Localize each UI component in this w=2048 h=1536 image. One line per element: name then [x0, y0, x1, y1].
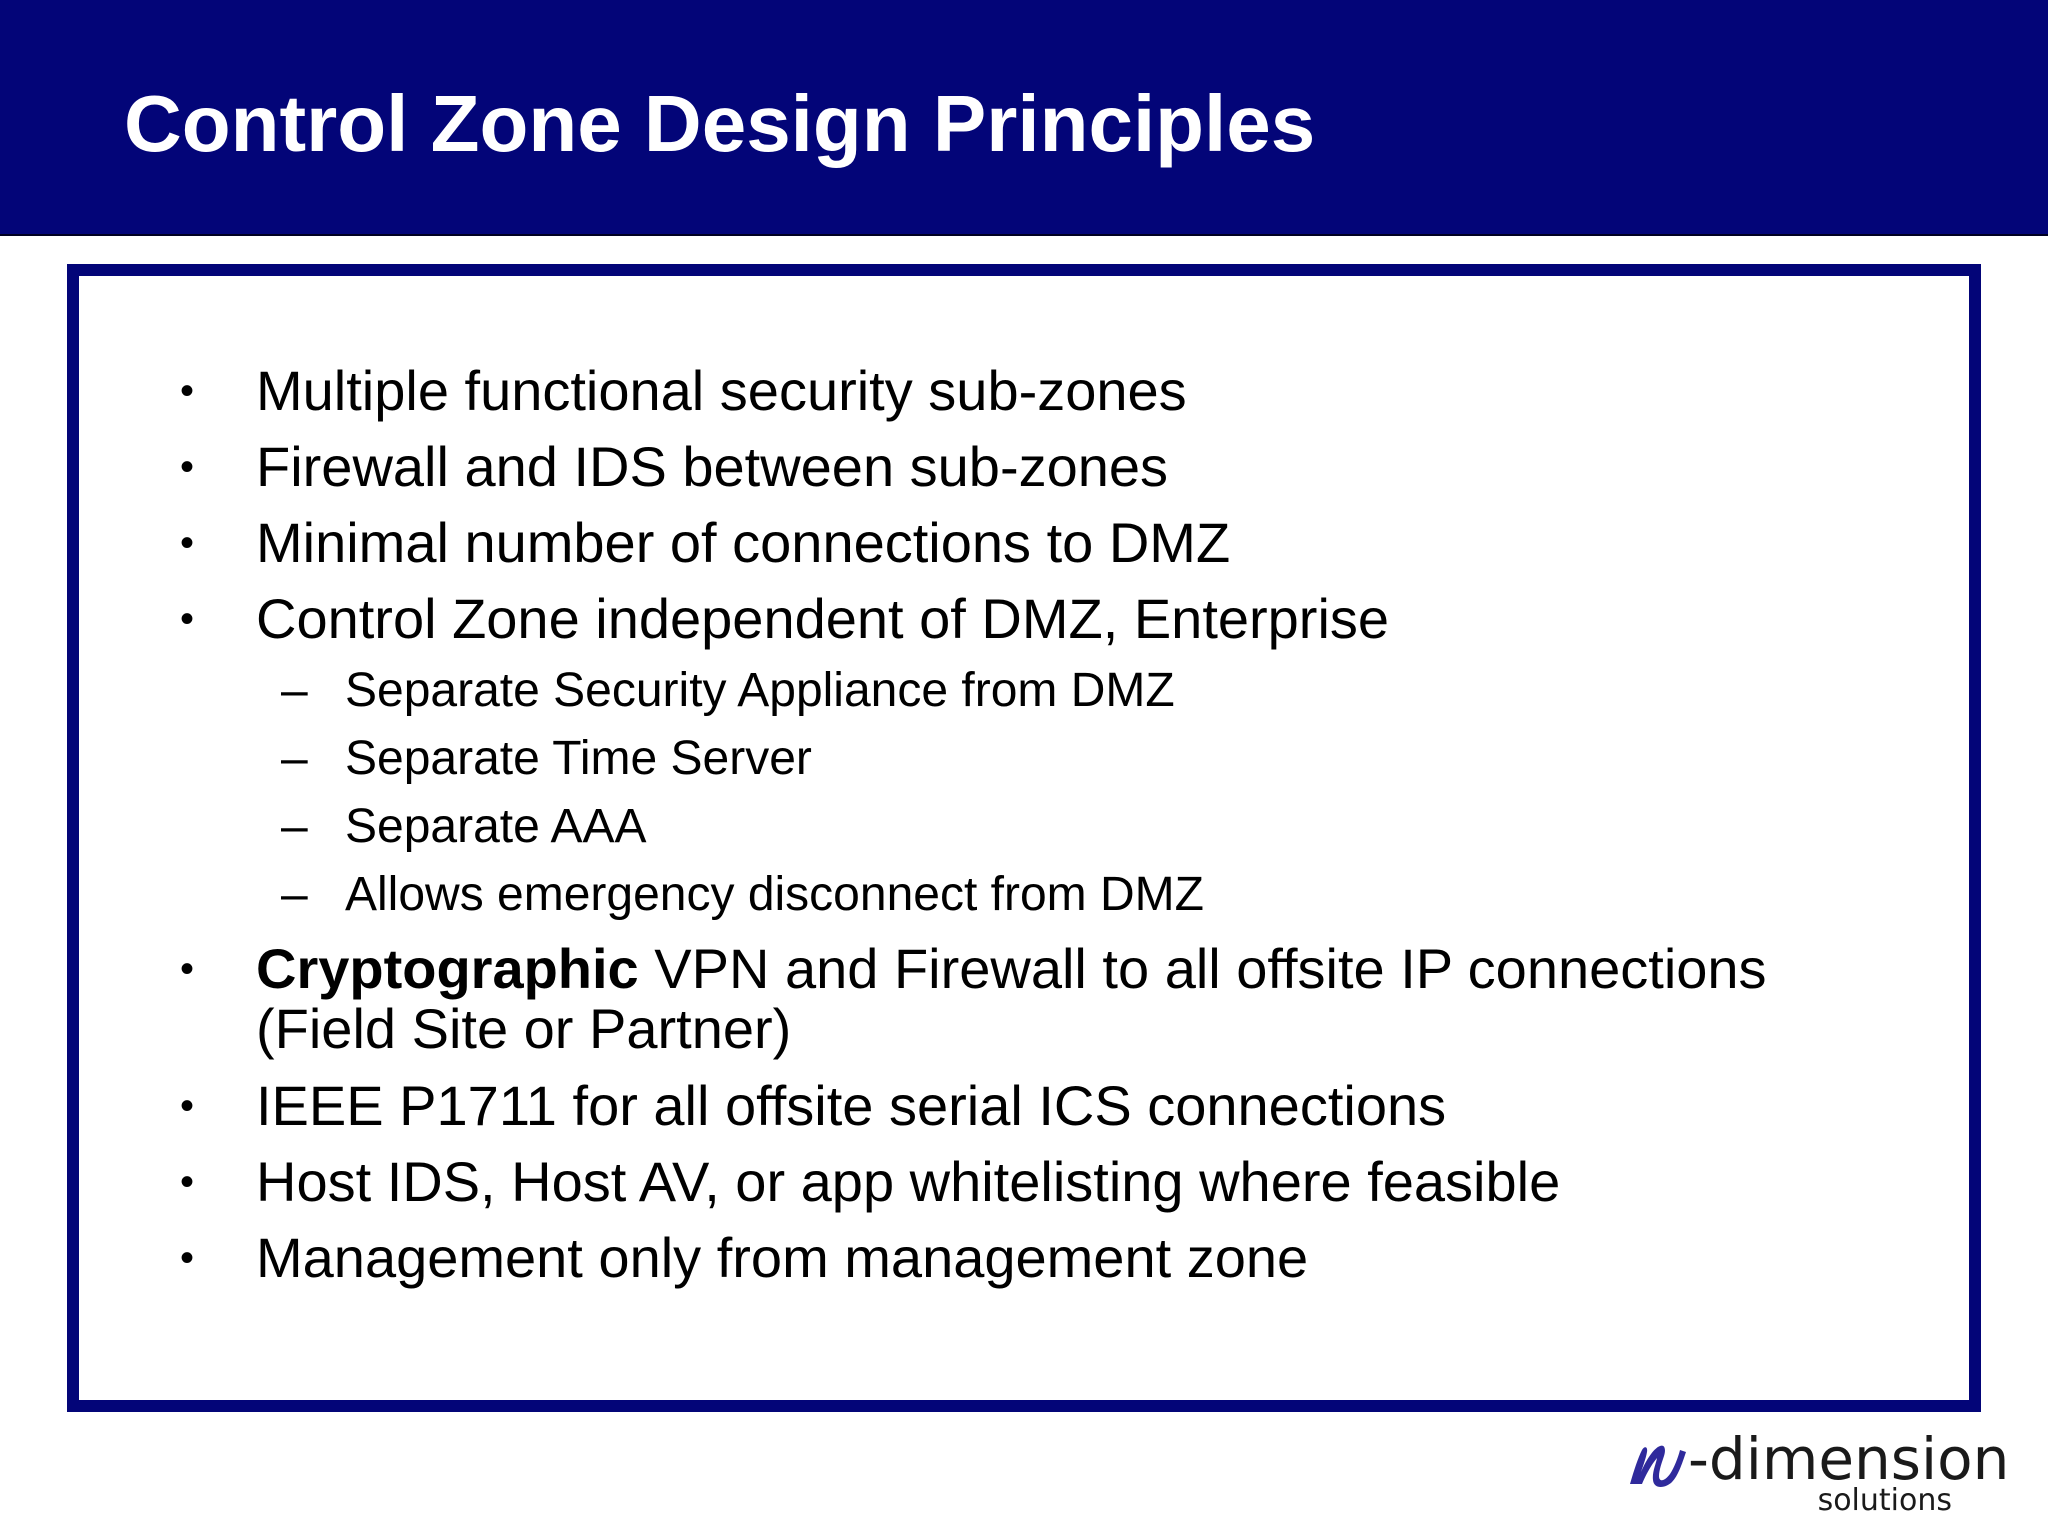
dash-marker: –	[281, 800, 308, 853]
bullet-marker: •	[180, 369, 195, 413]
sub-list-item	[281, 799, 647, 855]
list-item	[180, 1226, 1309, 1289]
bullet-marker: •	[180, 947, 195, 991]
list-item	[180, 435, 1169, 498]
emphasis-text: Cryptographic	[256, 937, 639, 1000]
bullet-marker: •	[180, 1236, 195, 1280]
sub-list-item	[281, 663, 1175, 719]
list-item-continuation	[256, 998, 791, 1060]
title-bar	[0, 0, 2048, 236]
dash-marker: –	[281, 732, 308, 785]
list-item-text: VPN and Firewall to all offsite IP connections	[638, 937, 1767, 1000]
list-item	[180, 587, 1390, 650]
n-logo-icon	[1626, 1436, 1688, 1492]
list-item-text: Firewall and IDS between sub-zones	[256, 435, 1169, 498]
sub-list-item	[281, 731, 812, 787]
dash-marker: –	[281, 664, 308, 717]
content-frame	[67, 264, 1981, 1412]
list-item-text: IEEE P1711 for all offsite serial ICS connections	[256, 1074, 1447, 1137]
logo-mark-shape	[1630, 1446, 1686, 1487]
list-item	[180, 1150, 1561, 1213]
logo-subtitle: solutions	[1817, 1483, 1952, 1518]
bullet-marker: •	[180, 1160, 195, 1204]
list-item-text: (Field Site or Partner)	[256, 997, 792, 1060]
bullet-marker: •	[180, 1084, 195, 1128]
logo-wordmark: -dimension	[1688, 1425, 2010, 1493]
list-item	[180, 937, 1767, 1000]
list-item	[180, 511, 1231, 574]
dash-marker: –	[281, 868, 308, 921]
sub-list-item	[281, 867, 1204, 923]
list-item-text: Multiple functional security sub-zones	[256, 359, 1187, 422]
company-logo	[1622, 1425, 2010, 1518]
bullet-marker: •	[180, 445, 195, 489]
list-item-text: Management only from management zone	[256, 1226, 1309, 1289]
list-item-text: Control Zone independent of DMZ, Enterprise	[256, 587, 1390, 650]
list-item	[180, 1074, 1447, 1137]
sub-list-item-text: Separate Security Appliance from DMZ	[345, 664, 1175, 717]
list-item-text: Host IDS, Host AV, or app whitelisting where feasible	[256, 1150, 1561, 1213]
bullet-marker: •	[180, 521, 195, 565]
list-item	[180, 359, 1187, 422]
slide-title: Control Zone Design Principles	[124, 79, 1316, 168]
sub-list-item-text: Separate AAA	[345, 800, 647, 853]
list-item-text: Minimal number of connections to DMZ	[256, 511, 1231, 574]
sub-list-item-text: Separate Time Server	[345, 732, 812, 785]
sub-list-item-text: Allows emergency disconnect from DMZ	[345, 868, 1204, 921]
bullet-marker: •	[180, 597, 195, 641]
